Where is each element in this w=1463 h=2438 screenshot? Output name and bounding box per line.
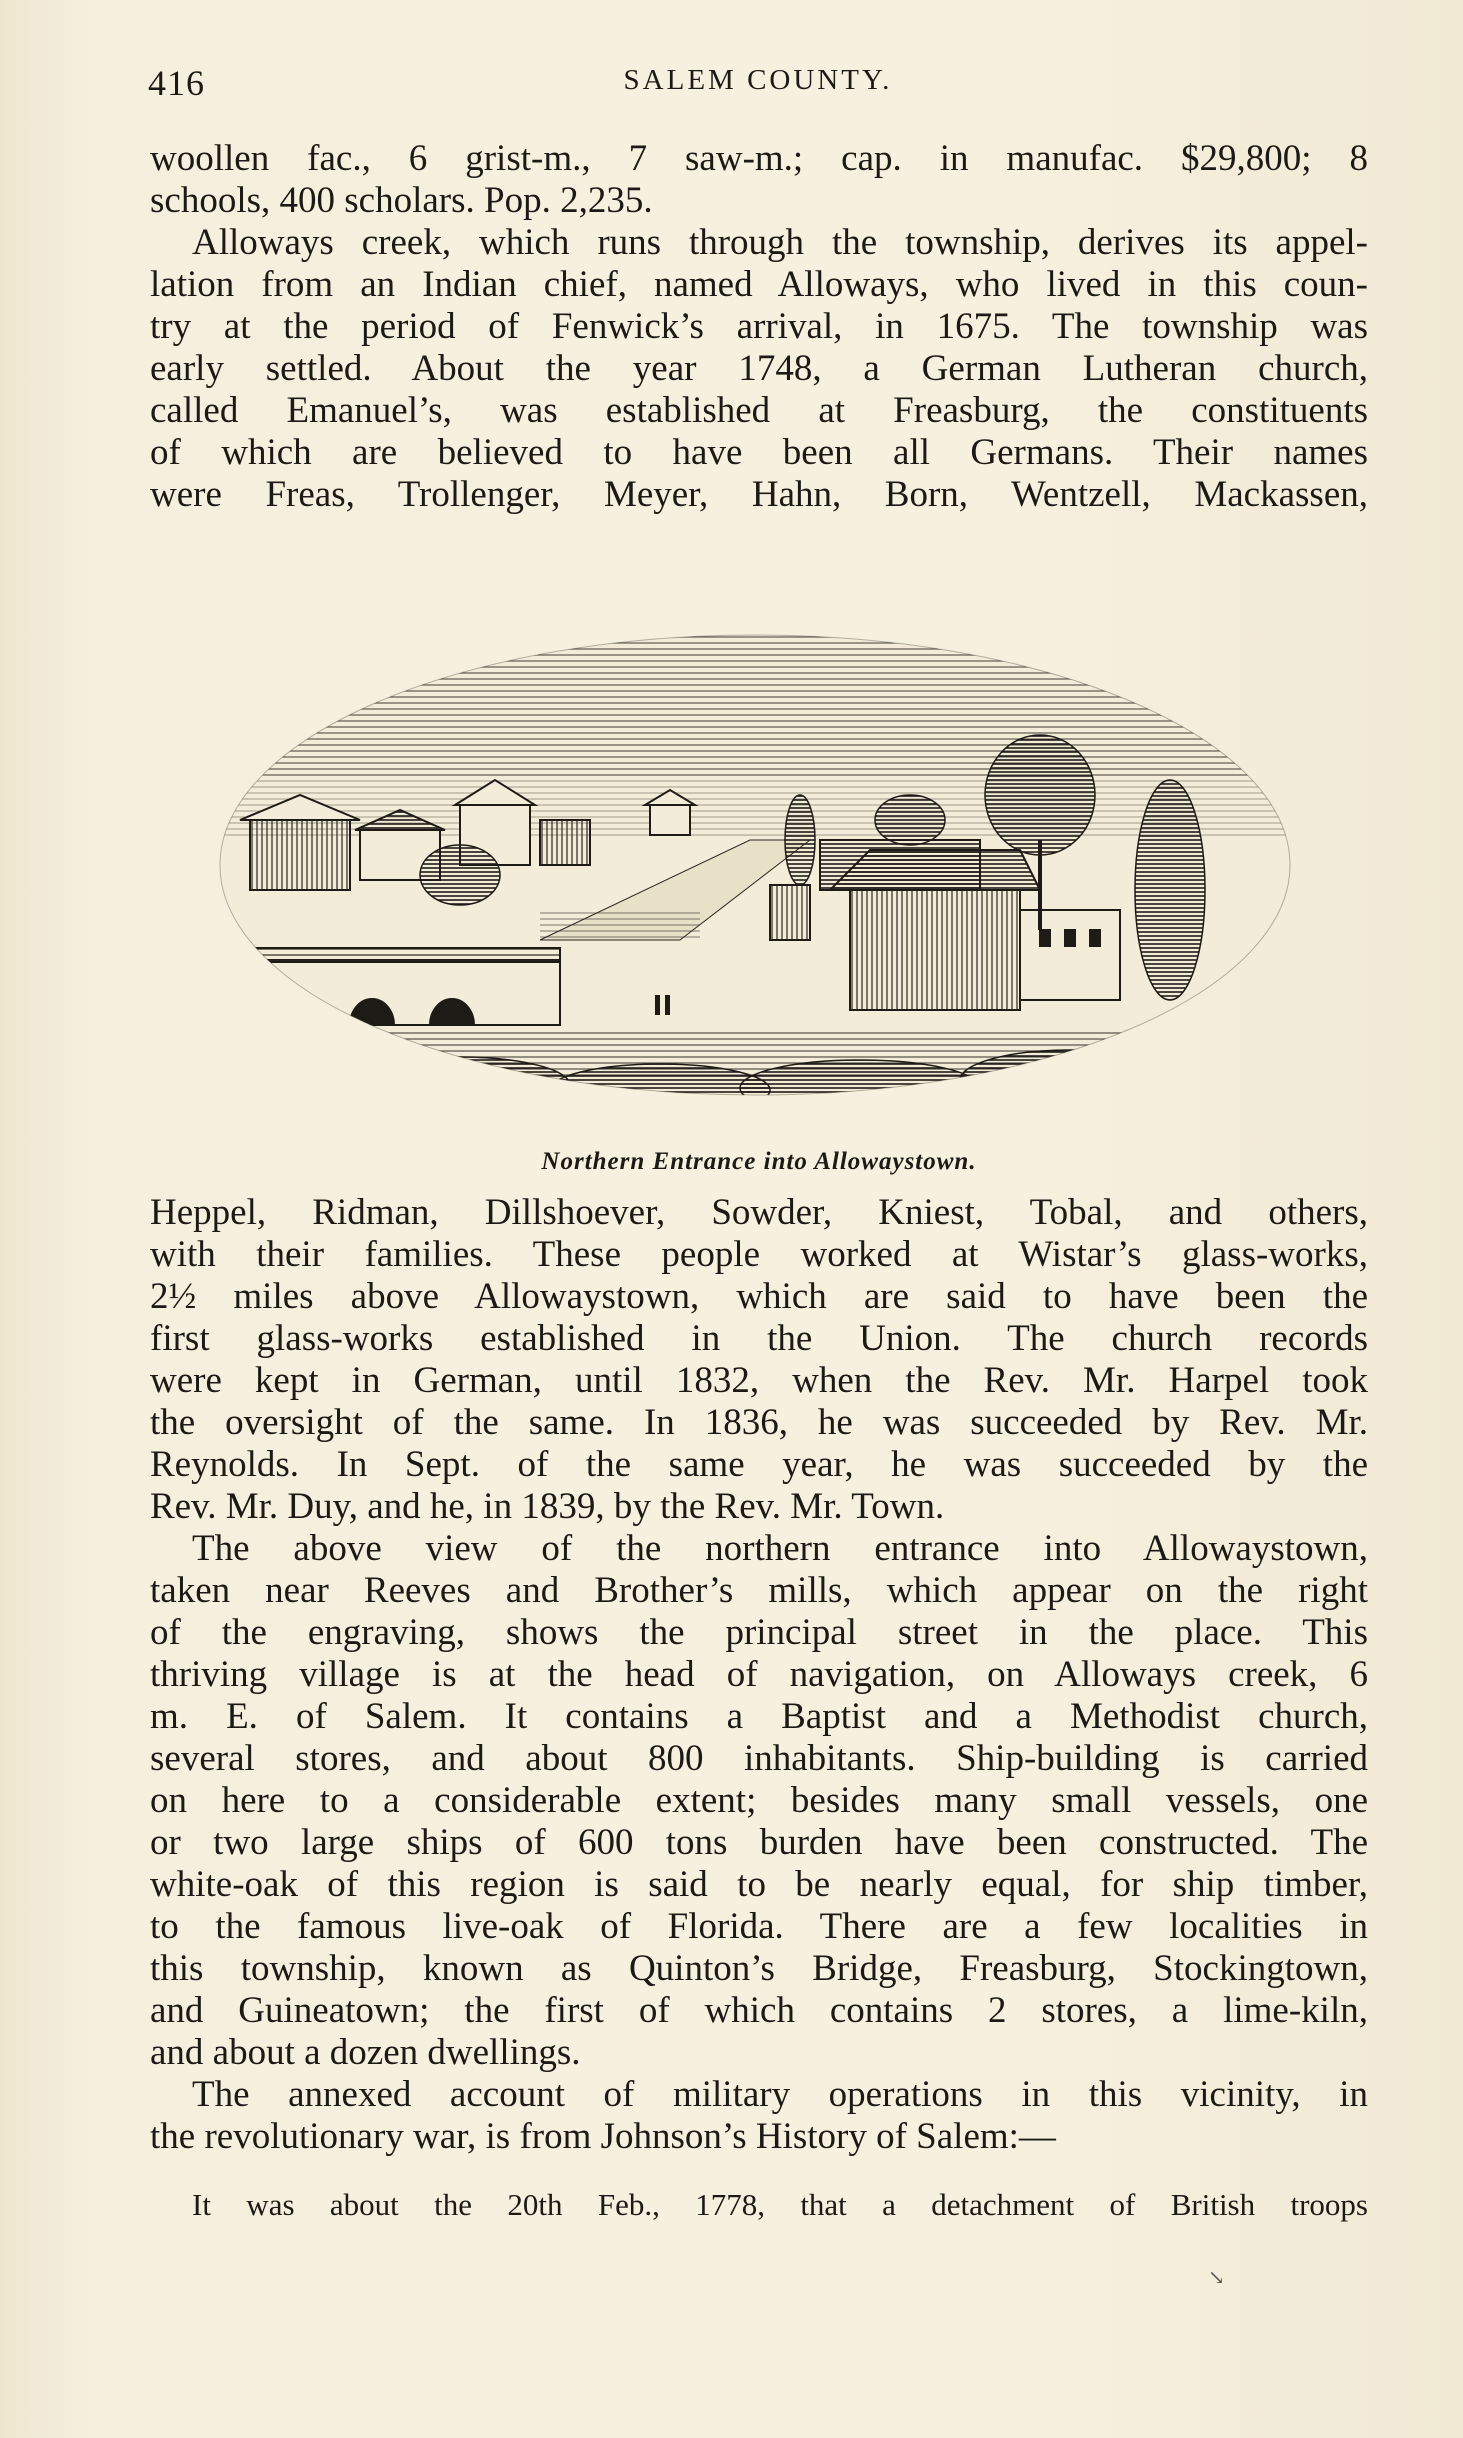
- text-line: and Guineatown; the first of which contains 2 stores, a lime-kiln,: [150, 1990, 1368, 2031]
- text-line: were kept in German, until 1832, when the Rev. Mr. Harpel took: [150, 1360, 1368, 1401]
- text-line: try at the period of Fenwick’s arrival, in 1675. The township was: [150, 306, 1368, 347]
- text-line: Alloways creek, which runs through the township, derives its appel-: [192, 222, 1368, 263]
- text-line: lation from an Indian chief, named Alloways, who lived in this coun-: [150, 264, 1368, 305]
- text-line: or two large ships of 600 tons burden have been constructed. The: [150, 1822, 1368, 1863]
- text-line: 2½ miles above Allowaystown, which are said to have been the: [150, 1276, 1368, 1317]
- text-line: early settled. About the year 1748, a German Lutheran church,: [150, 348, 1368, 389]
- printer-mark: ↘: [1208, 2267, 1225, 2289]
- text-line: the revolutionary war, is from Johnson’s History of Salem:—: [150, 2116, 1056, 2157]
- text-line: and about a dozen dwellings.: [150, 2032, 581, 2073]
- text-line: this township, known as Quinton’s Bridge, Freasburg, Stockingtown,: [150, 1948, 1368, 1989]
- text-line: called Emanuel’s, was established at Freasburg, the constituents: [150, 390, 1368, 431]
- text-line: were Freas, Trollenger, Meyer, Hahn, Born, Wentzell, Mackassen,: [150, 474, 1368, 515]
- text-line: taken near Reeves and Brother’s mills, which appear on the right: [150, 1570, 1368, 1611]
- quoted-text-line: It was about the 20th Feb., 1778, that a detachment of British troops: [192, 2187, 1368, 2222]
- text-line: on here to a considerable extent; besides many small vessels, one: [150, 1780, 1368, 1821]
- text-line: of which are believed to have been all Germans. Their names: [150, 432, 1368, 473]
- text-line: first glass-works established in the Union. The church records: [150, 1318, 1368, 1359]
- text-line: the oversight of the same. In 1836, he was succeeded by Rev. Mr.: [150, 1402, 1368, 1443]
- text-line: The annexed account of military operations in this vicinity, in: [192, 2074, 1368, 2115]
- engraving-illustration: [210, 610, 1300, 1130]
- figure-caption: Northern Entrance into Allowaystown.: [541, 1148, 977, 1175]
- text-line: of the engraving, shows the principal street in the place. This: [150, 1612, 1368, 1653]
- page-number: 416: [148, 63, 205, 103]
- running-head: SALEM COUNTY.: [623, 64, 893, 96]
- engraving-scene: [210, 610, 1300, 1130]
- text-line: white-oak of this region is said to be nearly equal, for ship timber,: [150, 1864, 1368, 1905]
- text-line: schools, 400 scholars. Pop. 2,235.: [150, 180, 653, 221]
- text-line: The above view of the northern entrance into Allowaystown,: [192, 1528, 1368, 1569]
- paragraph-block-1: [150, 138, 1368, 516]
- text-line: to the famous live-oak of Florida. There are a few localities in: [150, 1906, 1368, 1947]
- text-line: Heppel, Ridman, Dillshoever, Sowder, Kniest, Tobal, and others,: [150, 1192, 1368, 1233]
- text-line: woollen fac., 6 grist-m., 7 saw-m.; cap. in manufac. $29,800; 8: [150, 138, 1368, 179]
- text-line: m. E. of Salem. It contains a Baptist and a Methodist church,: [150, 1696, 1368, 1737]
- text-line: Reynolds. In Sept. of the same year, he was succeeded by the: [150, 1444, 1368, 1485]
- page-header: [148, 62, 1368, 112]
- text-line: with their families. These people worked at Wistar’s glass-works,: [150, 1234, 1368, 1275]
- text-line: several stores, and about 800 inhabitants. Ship-building is carried: [150, 1738, 1368, 1779]
- paragraph-block-2: [150, 1192, 1368, 2158]
- text-line: Rev. Mr. Duy, and he, in 1839, by the Rev. Mr. Town.: [150, 1486, 945, 1527]
- text-line: thriving village is at the head of navigation, on Alloways creek, 6: [150, 1654, 1368, 1695]
